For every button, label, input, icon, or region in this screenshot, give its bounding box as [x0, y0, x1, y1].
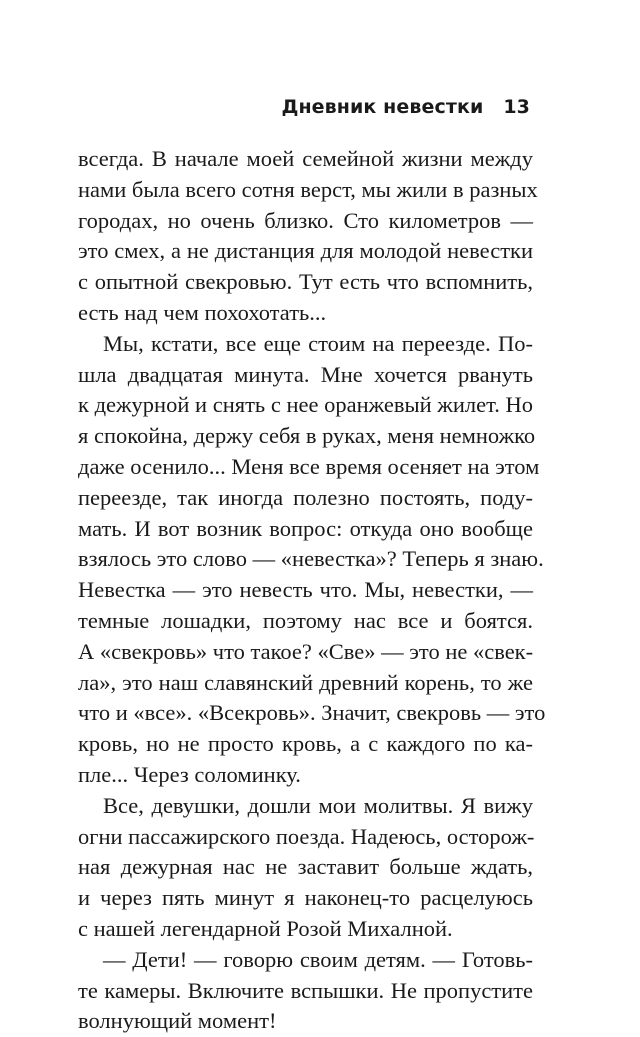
paragraph	[78, 144, 538, 329]
text-line: всегда. В начале моей семейной жизни между	[78, 146, 533, 171]
text-line: — Дети! — говорю своим детям. — Готовь-	[103, 946, 533, 972]
text-line: нами была всего сотня верст, мы жили в разных	[78, 176, 538, 202]
page-number: 13	[503, 96, 530, 118]
text-line: А «свекровь» что такое? «Све» — это не «свек-	[78, 638, 534, 664]
text-line: волнующий момент!	[78, 1008, 277, 1034]
text-line: переезде, так иногда полезно постоять, поду-	[78, 484, 533, 510]
text-line: есть над чем похохотать...	[78, 299, 327, 325]
text-line: взялось это слово — «невестка»? Теперь я знаю.	[78, 546, 544, 572]
text-line: кровь, но не просто кровь, а с каждого по ка-	[78, 731, 533, 757]
text-line: я спокойна, держу себя в руках, меня немножко	[78, 423, 536, 449]
text-line: Все, девушки, дошли мои молитвы. Я вижу	[103, 792, 533, 818]
text-line: это смех, а не дистанция для молодой невестки	[78, 238, 533, 264]
text-line: и через пять минут я наконец-то расцелуюсь	[78, 885, 533, 911]
body-text	[78, 144, 546, 1037]
text-line: ная дежурная нас не заставит больше ждать,	[78, 854, 533, 880]
text-line: ла», это наш славянский древний корень, то же	[78, 669, 533, 695]
text-line: к дежурной и снять с нее оранжевый жилет. Но	[78, 392, 533, 418]
book-title: Дневник невестки	[281, 96, 484, 118]
paragraph	[78, 791, 533, 945]
paragraph	[78, 945, 533, 1037]
text-line: пле... Через соломинку.	[78, 761, 301, 787]
text-line: с опытной свекровью. Тут есть что вспомнить,	[78, 269, 533, 295]
text-line: те камеры. Включите вспышки. Не пропустите	[78, 977, 533, 1003]
paragraph	[78, 329, 546, 791]
text-line: что и «все». «Всекровь». Значит, свекровь — это	[78, 700, 546, 726]
text-line: огни пассажирского поезда. Надеюсь, осторож-	[78, 823, 535, 849]
text-line: с нашей легендарной Розой Михалной.	[78, 915, 453, 941]
text-line: шла двадцатая минута. Мне хочется рвануть	[78, 361, 533, 387]
running-header	[281, 96, 530, 118]
text-line: темные лошадки, поэтому нас все и боятся.	[78, 607, 533, 633]
text-line: городах, но очень близко. Сто километров —	[78, 207, 533, 233]
text-line: мать. И вот возник вопрос: откуда оно вообще	[78, 515, 533, 541]
text-line: даже осенило... Меня все время осеняет на этом	[78, 453, 540, 479]
text-line: Невестка — это невесть что. Мы, невестки, —	[78, 577, 533, 603]
text-line: Мы, кстати, все еще стоим на переезде. По-	[103, 330, 533, 356]
